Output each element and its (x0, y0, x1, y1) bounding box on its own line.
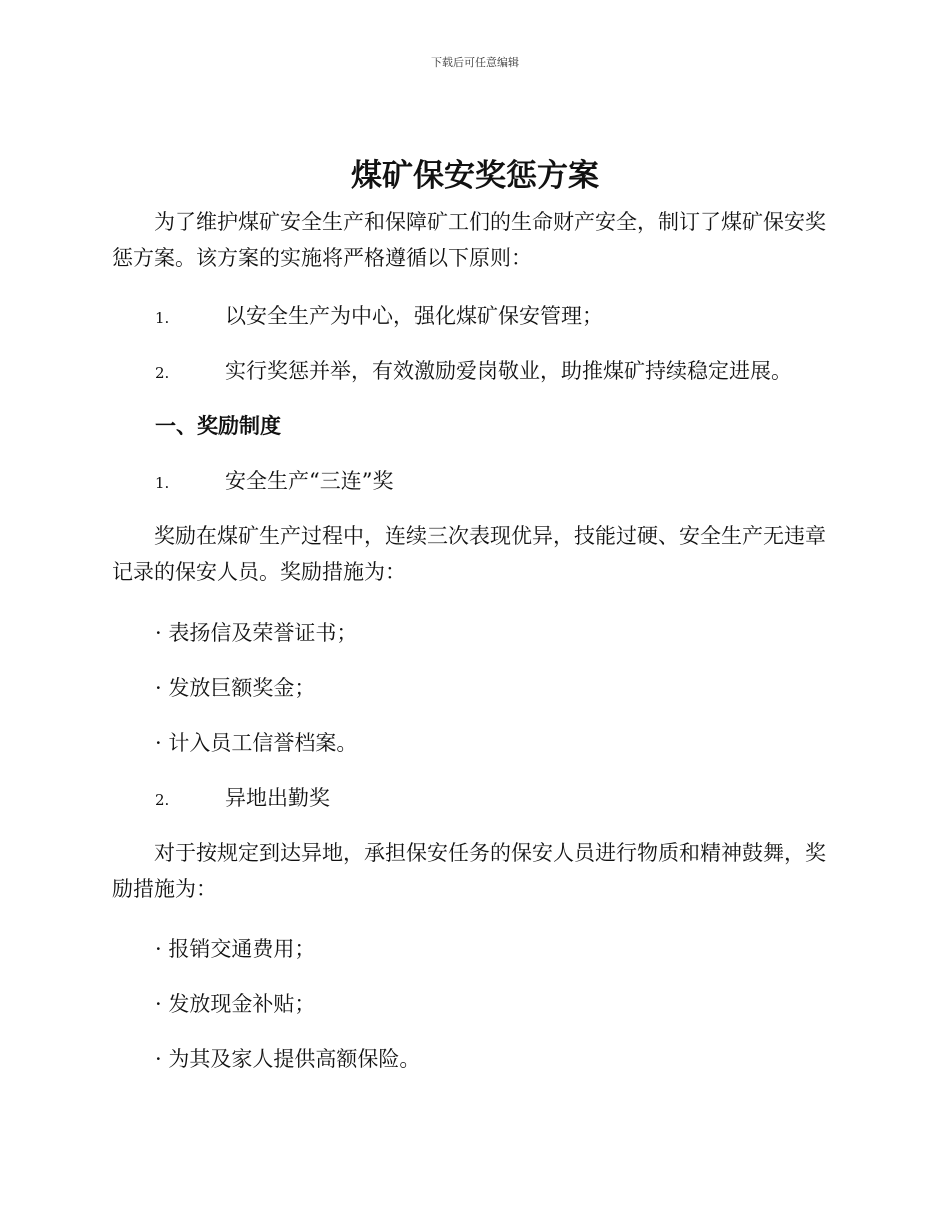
award-number: 2. (155, 791, 170, 809)
principle-text: 实行奖惩并举，有效激励爱岗敬业，助推煤矿持续稳定进展。 (225, 359, 792, 383)
principle-item-1 (155, 298, 845, 336)
award-title: 异地出勤奖 (225, 786, 330, 810)
award-item-1 (155, 463, 845, 501)
page-title: 煤矿保安奖惩方案 (351, 158, 599, 194)
award-1-measure-3: · 计入员工信誉档案。 (155, 731, 358, 755)
principle-number: 1. (155, 309, 170, 327)
award-2-measure-3: · 为其及家人提供高额保险。 (155, 1047, 421, 1071)
award-2-description: 对于按规定到达异地，承担保安任务的保安人员进行物质和精神鼓舞，奖励措施为： (112, 841, 826, 901)
principle-item-2 (155, 353, 845, 391)
intro-paragraph: 为了维护煤矿安全生产和保障矿工们的生命财产安全，制订了煤矿保安奖惩方案。该方案的实施将严格遵循以下原则： (112, 210, 826, 270)
principle-text: 以安全生产为中心，强化煤矿保安管理； (225, 304, 603, 328)
award-1-description: 奖励在煤矿生产过程中，连续三次表现优异，技能过硬、安全生产无违章记录的保安人员。奖励措施为： (112, 524, 826, 584)
award-item-2 (155, 780, 845, 818)
award-2-measure-1: · 报销交通费用； (155, 937, 316, 961)
award-number: 1. (155, 474, 170, 492)
award-1-measure-1: · 表扬信及荣誉证书； (155, 621, 358, 645)
principle-number: 2. (155, 364, 170, 382)
award-title: 安全生产“三连”奖 (225, 469, 394, 493)
header-note: 下载后可任意编辑 (431, 56, 519, 69)
section-heading-rewards: 一、奖励制度 (155, 414, 281, 438)
award-2-measure-2: · 发放现金补贴； (155, 992, 316, 1016)
award-1-measure-2: · 发放巨额奖金； (155, 676, 316, 700)
